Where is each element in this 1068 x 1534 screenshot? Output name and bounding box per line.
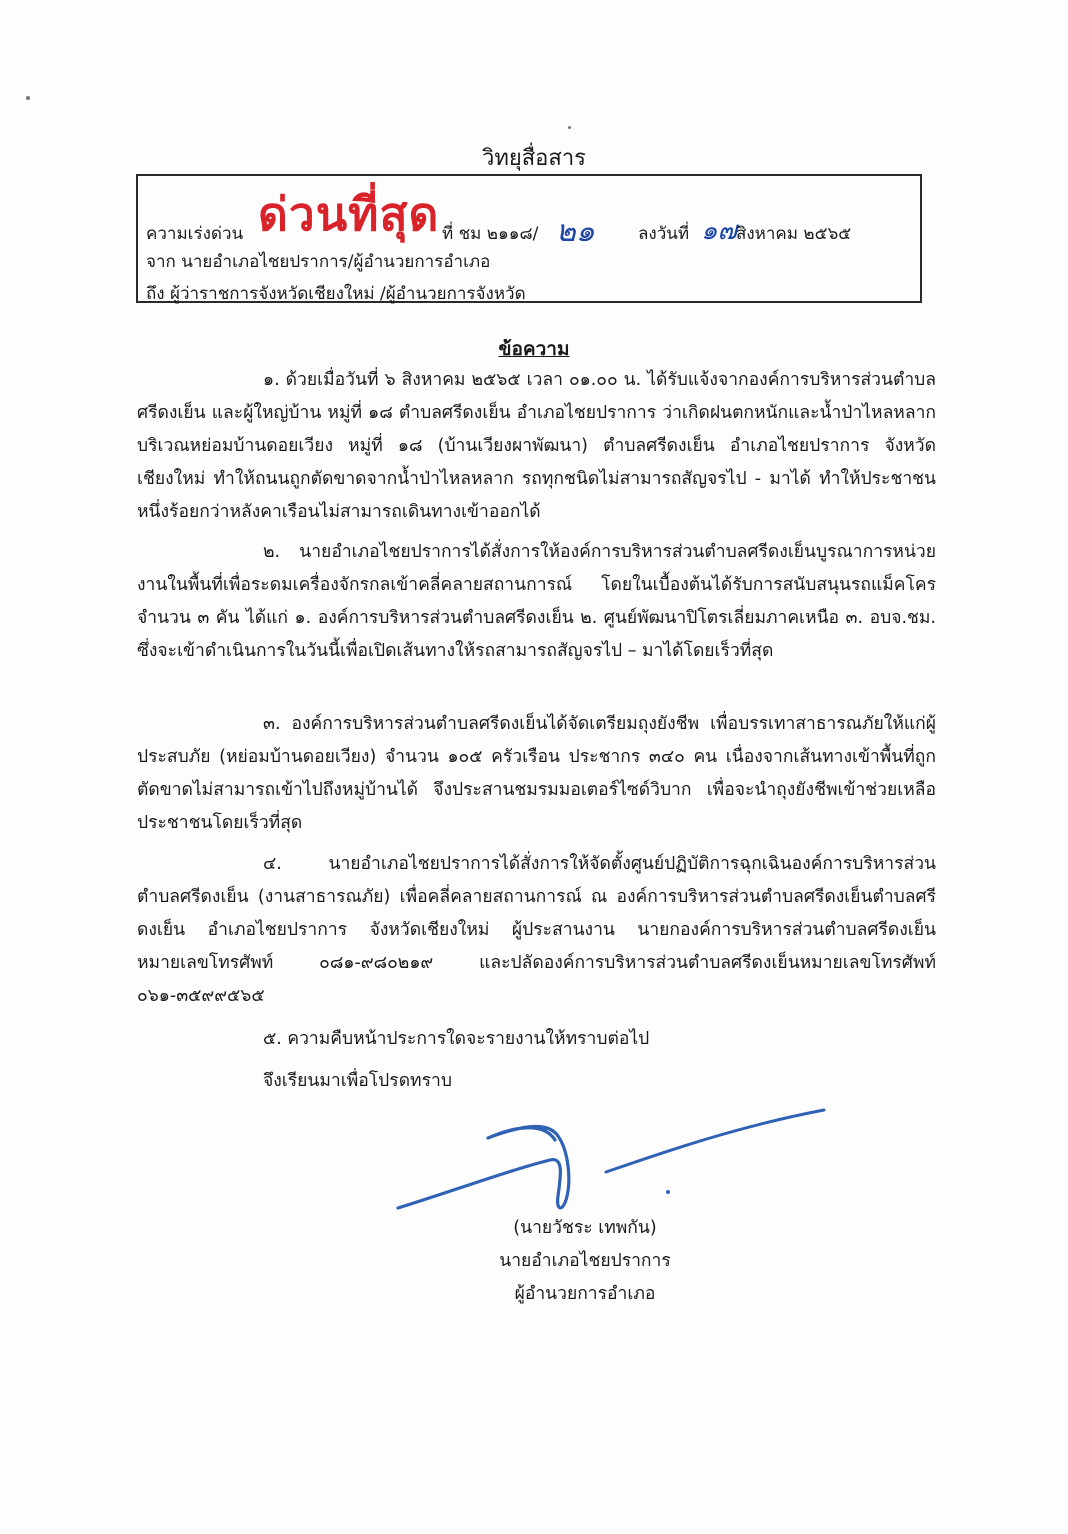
message-heading: ข้อความ (498, 338, 570, 360)
date-day-handwritten: ๑๗ (701, 216, 738, 246)
document-title: วิทยุสื่อสาร (482, 146, 586, 171)
progress-line: ๕. ความคืบหน้าประการใดจะรายงานให้ทราบต่อไป (263, 1029, 650, 1049)
scan-speck (26, 96, 30, 100)
date-month-year: สิงหาคม ๒๕๖๕ (736, 224, 852, 244)
paragraph-1: ๑. ด้วยเมื่อวันที่ ๖ สิงหาคม ๒๕๖๕ เวลา ๐๑.๐๐ น. ได้รับแจ้งจากองค์การบริหารส่วนตำบลศรีดงเย็น และผู้ใหญ่บ้าน หมู่ที่ ๑๘ ตำบลศรีดงเย็น อำเภอไชยปราการ ว่าเกิดฝนตกหนักและน้ำป่าไหลหลาก บริเวณหย่อมบ้านดอยเวียง หมู่ที่ ๑๘ (บ้านเวียงผาพัฒนา) ตำบลศรีดงเย็น อำเภอไชยปราการ จังหวัดเชียงใหม่ ทำให้ถนนถูกตัดขาดจากน้ำป่าไหลหลาก รถทุกชนิดไม่สามารถสัญจรไป - มาได้ ทำให้ประชาชนหนึ่งร้อยกว่าหลังคาเรือนไม่สามารถเดินทางเข้าออกได้ (137, 370, 936, 522)
to-line: ถึง ผู้ว่าราชการจังหวัดเชียงใหม่ /ผู้อำนวยการจังหวัด (146, 284, 526, 304)
signature-block (440, 1212, 730, 1311)
paragraph-2: ๒. นายอำเภอไชยปราการได้สั่งการให้องค์การบริหารส่วนตำบลศรีดงเย็นบูรณาการหน่วยงานในพื้นที่เพื่อระดมเครื่องจักรกลเข้าคลี่คลายสถานการณ์ โดยในเบื้องต้นได้รับการสนับสนุนรถแม็คโคร จำนวน ๓ คัน ได้แก่ ๑. องค์การบริหารส่วนตำบลศรีดงเย็น ๒. ศูนย์พัฒนาปิโตรเลี่ยมภาคเหนือ ๓. อบจ.ชม. ซึ่งจะเข้าดำเนินการในวันนี้เพื่อเปิดเส้นทางให้รถสามารถสัญจรไป – มาได้โดยเร็วที่สุด (137, 542, 936, 661)
signatory-role: ผู้อำนวยการอำเภอ (514, 1284, 656, 1304)
signatory-name: (นายวัชระ เทพกัน) (513, 1218, 657, 1238)
scan-speck (568, 126, 571, 129)
priority-label: ความเร่งด่วน (146, 224, 244, 244)
priority-row (146, 184, 916, 249)
paragraph-4: ๔. นายอำเภอไชยปราการได้สั่งการให้จัดตั้งศูนย์ปฏิบัติการฉุกเฉินองค์การบริหารส่วนตำบลศรีดงเย็น (งานสาธารณภัย) เพื่อคลี่คลายสถานการณ์ ณ องค์การบริหารส่วนตำบลศรีดงเย็นตำบลศรีดงเย็น อำเภอไชยปราการ จังหวัดเชียงใหม่ ผู้ประสานงาน นายกองค์การบริหารส่วนตำบลศรีดงเย็น หมายเลขโทรศัพท์ ๐๘๑-๙๘๐๒๑๙ และปลัดองค์การบริหารส่วนตำบลศรีดงเย็นหมายเลขโทรศัพท์ ๐๖๑-๓๕๙๙๕๖๕ (137, 854, 936, 1006)
reference-prefix: ที่ ชม ๒๑๑๘/ (442, 224, 539, 244)
paragraph-3: ๓. องค์การบริหารส่วนตำบลศรีดงเย็นได้จัดเตรียมถุงยังชีพ เพื่อบรรเทาสาธารณภัยให้แก่ผู้ประสบภัย (หย่อมบ้านดอยเวียง) จำนวน ๑๐๕ ครัวเรือน ประชากร ๓๔๐ คน เนื่องจากเส้นทางเข้าพื้นที่ถูกตัดขาดไม่สามารถเข้าไปถึงหมู่บ้านได้ จึงประสานชมรมมอเตอร์ไซด์วิบาก เพื่อจะนำถุงยังชีพเข้าช่วยเหลือประชาชนโดยเร็วที่สุด (137, 714, 936, 833)
signatory-position: นายอำเภอไชยปราการ (499, 1251, 671, 1271)
urgency-stamp: ด่วนที่สุด (258, 187, 440, 241)
from-line: จาก นายอำเภอไชยปราการ/ผู้อำนวยการอำเภอ (146, 252, 491, 272)
header-box (136, 174, 922, 303)
closing-line: จึงเรียนมาเพื่อโปรดทราบ (263, 1071, 452, 1091)
handwritten-signature (390, 1100, 840, 1220)
date-label: ลงวันที่ (638, 224, 690, 244)
reference-number-handwritten: ๒๑ (556, 214, 595, 249)
